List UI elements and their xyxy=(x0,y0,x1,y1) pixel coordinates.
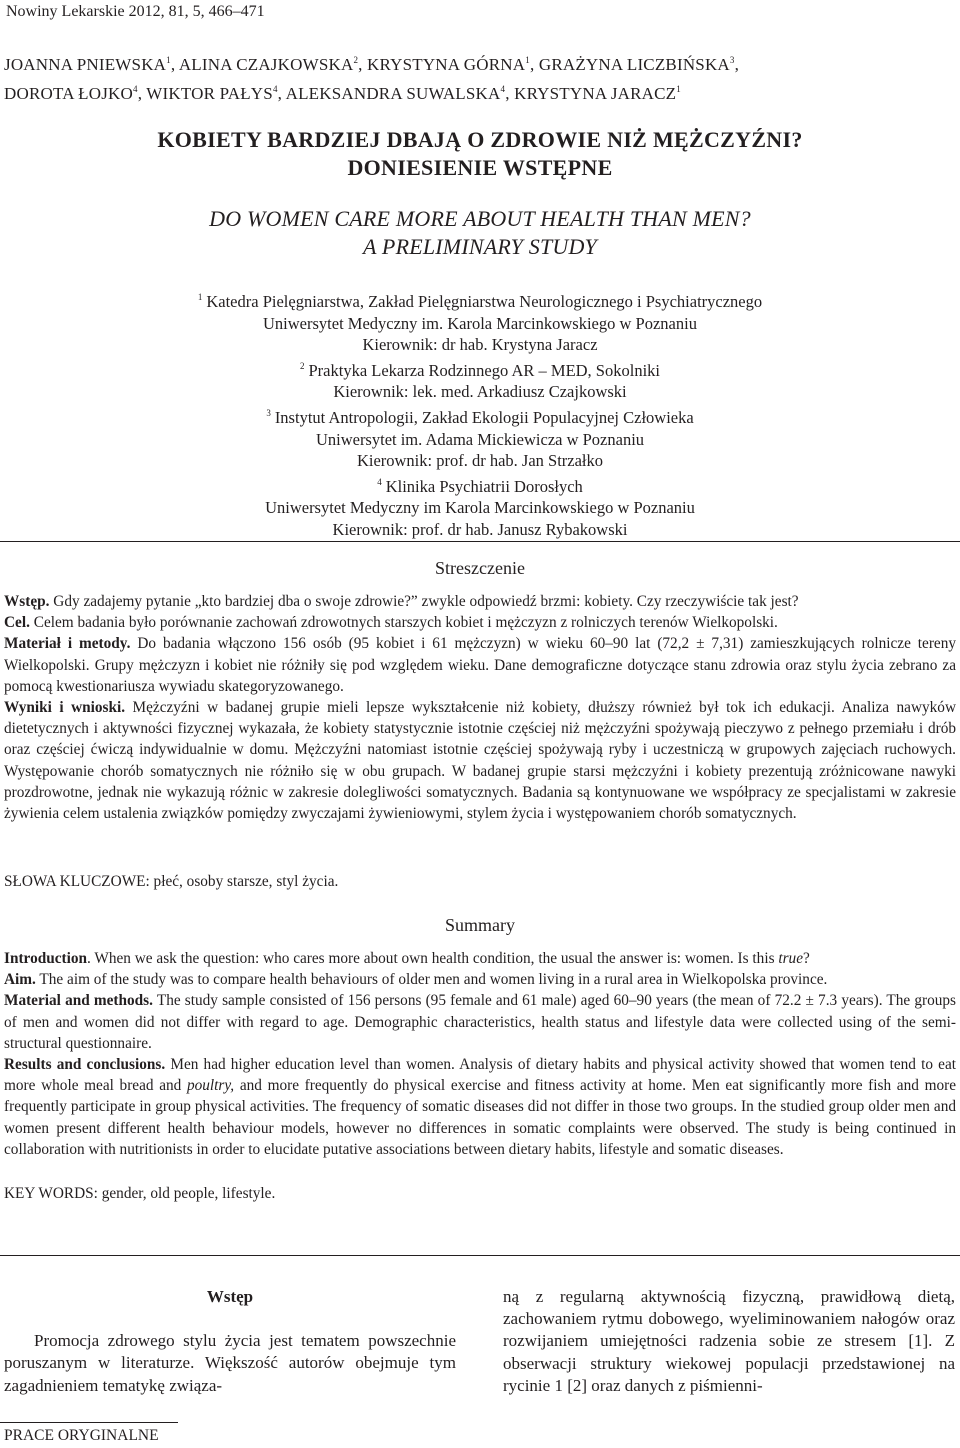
title-english-line-1: DO WOMEN CARE MORE ABOUT HEALTH THAN MEN? xyxy=(209,206,751,231)
divider xyxy=(0,1255,960,1256)
affiliation-mark: 1 xyxy=(676,84,681,94)
affiliation-line: Kierownik: dr hab. Krystyna Jaracz xyxy=(362,335,598,355)
abstract-text: Mężczyźni w badanej grupie mieli lepsze wykształcenie niż kobiety, dłuższy również był tok ich edukacji. Analiza nawyków dietetycznych i aktywności fizycznej wykazała, że kobiety statystycznie istotnie częściej niż mężczyźni spożywają pieczywo z pełnego przemiału i drób oraz częściej ćwiczą indywidualnie w domu. Mężczyźni natomiast istotnie częściej spożywają ryby i uczestniczą w grupowych zajęciach ruchowych. Występowanie chorób somatycznych nie różniło się w obu grupach. W badanej grupie starsi mężczyźni i kobiety prezentują zróżnicowane nawyki prozdrowotne, jednak nie wykazują różnic w zakresie dolegliwości somatycznych. Badania są kontynuowane we współpracy ze specjalistami w zakresie żywienia celem ustalenia związków pomiędzy zwyczajami żywieniowymi, stylem życia i występowaniem chorób somatycznych. xyxy=(4,699,957,823)
author-separator: , xyxy=(734,55,740,74)
abstract-paragraph xyxy=(4,990,956,1054)
author-name: , KRYSTYNA GÓRNA xyxy=(358,55,526,74)
body-column-left xyxy=(4,1286,456,1397)
abstract-heading-polish: Streszczenie xyxy=(435,558,525,578)
affiliation-line: Kierownik: prof. dr hab. Jan Strzałko xyxy=(356,451,604,471)
keywords-polish: SŁOWA KLUCZOWE: płeć, osoby starsze, styl życia. xyxy=(4,873,339,890)
abstract-label: Introduction xyxy=(4,950,88,967)
body-paragraph: Promocja zdrowego stylu życia jest tematem powszechnie poruszanym w literaturze. Większość autorów obejmuje tym zagadnieniem tematykę związa- xyxy=(4,1331,456,1395)
section-heading: Wstęp xyxy=(206,1287,254,1306)
abstract-label: Aim. xyxy=(4,971,36,989)
abstract-paragraph xyxy=(4,633,956,697)
abstract-text: The aim of the study was to compare health behaviours of older men and women living in a rural area in Wielkopolska province. xyxy=(35,971,828,989)
affiliation-line: Kierownik: prof. dr hab. Janusz Rybakowski xyxy=(332,519,628,539)
affiliation-mark: 4 xyxy=(500,84,506,94)
abstract-label: Cel. xyxy=(4,614,30,632)
title-polish-line-1: KOBIETY BARDZIEJ DBAJĄ O ZDROWIE NIŻ MĘŻCZYŹNI? xyxy=(157,127,803,152)
abstract-paragraph xyxy=(4,969,956,990)
author-name: , GRAŻYNA LICZBIŃSKA xyxy=(529,55,730,74)
title-english-line-2: A PRELIMINARY STUDY xyxy=(362,234,597,259)
abstract-emphasis: true xyxy=(778,950,804,967)
abstract-text: . When we ask the question: who cares more about own health condition, the usual the answer is: women. Is this xyxy=(87,950,779,967)
abstract-text: and more frequently do physical exercise and fitness activity at home. Men eat significantly more fish and more frequently participate in group physical activities. The frequency of somatic diseases did not differ in those two groups. In the studied group older men and women present different health behaviour models, however no differences in somatic complaints were observed. The study is being continued in collaboration with nutritionists in order to elucidate putative associations between dietary habits, lifestyle and somatic diseases. xyxy=(4,1077,956,1158)
author-name: , ALEKSANDRA SUWALSKA xyxy=(277,84,501,103)
abstract-paragraph xyxy=(4,612,956,633)
abstract-label: Wyniki i wnioski. xyxy=(4,699,126,717)
affiliation-mark: 4 xyxy=(133,84,138,94)
affiliation-number: 4 xyxy=(377,476,382,487)
author-name: , KRYSTYNA JARACZ xyxy=(505,84,677,103)
affiliation-mark: 3 xyxy=(729,55,735,65)
affiliations xyxy=(0,287,960,541)
abstract-paragraph xyxy=(4,948,956,969)
body-paragraph: ną z regularną aktywnością fizyczną, prawidłową dietą, zachowaniem rytmu dobowego, wyeliminowaniem nałogów oraz rozwijaniem umiejętności radzenia sobie ze stresem [1]. Z obserwacji struktury wiekowej populacji przedstawionej na rycinie 1 [2] oraz danych z piśmienni- xyxy=(503,1287,955,1395)
body-column-right xyxy=(503,1286,955,1397)
author-name: DOROTA ŁOJKO xyxy=(4,84,134,103)
affiliation-number: 1 xyxy=(197,292,203,302)
abstract-text: Men had higher education level than women. Analysis of dietary habits and physical activity showed that women tend to eat more whole meal bread and xyxy=(4,1056,956,1095)
abstract-heading-english: Summary xyxy=(445,915,515,935)
affiliation-line: Uniwersytet im. Adama Mickiewicza w Poznaniu xyxy=(315,429,645,449)
affiliation-number: 2 xyxy=(300,360,305,371)
affiliation-line: Kierownik: lek. med. Arkadiusz Czajkowski xyxy=(333,382,627,402)
abstract-label: Results and conclusions. xyxy=(4,1056,166,1074)
author-name: , WIKTOR PAŁYS xyxy=(137,84,273,103)
affiliation-mark: 1 xyxy=(525,55,530,65)
abstract-text: Celem badania było porównanie zachowań zdrowotnych starszych kobiet i mężczyzn z rolniczych terenów Wielkopolski. xyxy=(29,614,778,632)
keywords-english: KEY WORDS: gender, old people, lifestyle. xyxy=(4,1185,276,1202)
abstract-polish xyxy=(4,591,956,824)
section-footer: PRACE ORYGINALNE xyxy=(4,1427,159,1444)
abstract-paragraph xyxy=(4,1054,956,1160)
divider xyxy=(0,541,960,542)
affiliation-mark: 1 xyxy=(166,55,171,65)
affiliation-line: Praktyka Lekarza Rodzinnego AR – MED, Sokolniki xyxy=(308,360,660,380)
affiliation-line: Uniwersytet Medyczny im Karola Marcinkowskiego w Poznaniu xyxy=(265,498,695,518)
affiliation-line: Klinika Psychiatrii Dorosłych xyxy=(385,476,583,496)
affiliation-mark: 4 xyxy=(272,84,278,94)
affiliation-line: Uniwersytet Medyczny im. Karola Marcinkowskiego w Poznaniu xyxy=(263,313,697,333)
abstract-label: Materiał i metody. xyxy=(4,635,131,653)
title-polish-line-2: DONIESIENIE WSTĘPNE xyxy=(347,155,613,180)
author-list xyxy=(4,48,954,106)
abstract-paragraph xyxy=(4,591,956,612)
abstract-label: Material and methods. xyxy=(4,992,153,1010)
affiliation-line: Katedra Pielęgniarstwa, Zakład Pielęgniarstwa Neurologicznego i Psychiatrycznego xyxy=(206,292,763,311)
affiliation-number: 3 xyxy=(266,407,271,418)
abstract-text: ? xyxy=(803,950,810,967)
author-name: , ALINA CZAJKOWSKA xyxy=(170,55,354,74)
abstract-paragraph xyxy=(4,697,956,824)
affiliation-mark: 2 xyxy=(353,55,359,65)
abstract-english xyxy=(4,948,956,1160)
affiliation-line: Instytut Antropologii, Zakład Ekologii Populacyjnej Człowieka xyxy=(274,407,694,427)
footer-rule xyxy=(0,1422,178,1423)
abstract-text: Do badania włączono 156 osób (95 kobiet i 61 mężczyzn) w wieku 60–90 lat (72,2 ± 7,31) zamieszkujących rolnicze tereny Wielkopolski. Grupy mężczyzn i kobiet nie różniły się pod względem wieku. Dane demograficzne dotyczące stanu zdrowia oraz stylu życia zebrano za pomocą kwestionariusza wywiadu skategoryzowanego. xyxy=(4,635,956,695)
abstract-emphasis: poultry, xyxy=(186,1077,235,1095)
author-name: JOANNA PNIEWSKA xyxy=(4,55,167,74)
abstract-label: Wstęp. xyxy=(4,593,50,610)
abstract-text: Gdy zadajemy pytanie „kto bardziej dba o swoje zdrowie?” zwykle odpowiedź brzmi: kobiety. Czy rzeczywiście tak jest? xyxy=(49,593,799,610)
abstract-text: The study sample consisted of 156 persons (95 female and 61 male) aged 60–90 years (the mean of 72.2 ± 7.3 years). The groups of men and women did not differ with regard to age. Demographic characteristics, health status and lifestyle data were collected using of the semi-structural questionnaire. xyxy=(4,992,956,1052)
journal-citation: Nowiny Lekarskie 2012, 81, 5, 466–471 xyxy=(6,3,265,20)
